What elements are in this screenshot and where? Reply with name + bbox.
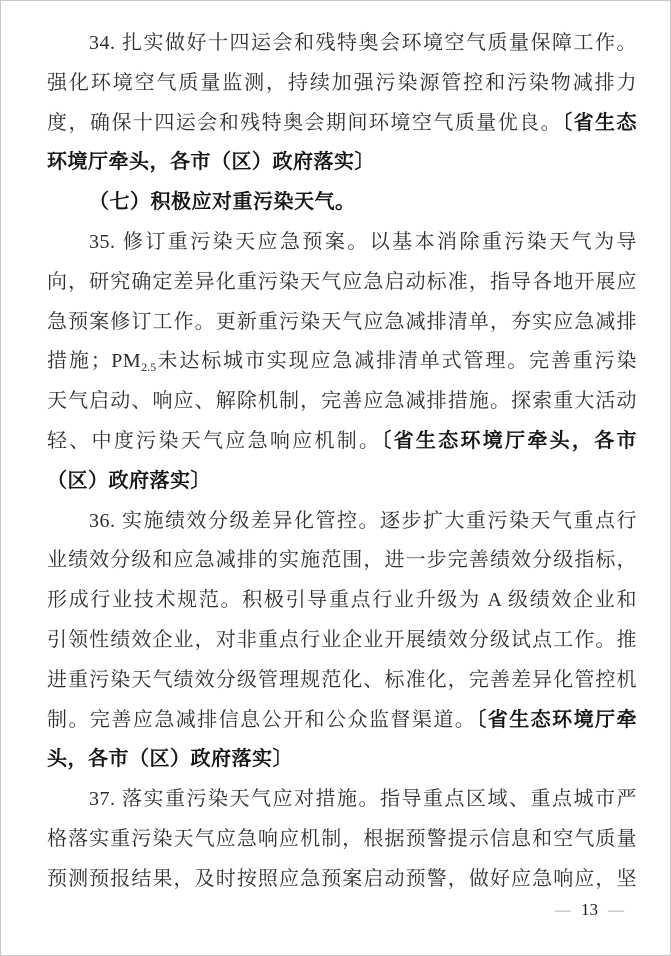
text-line	[47, 581, 637, 621]
attribution-text: 〔省生态环境厅牵	[476, 708, 638, 731]
page-number	[545, 900, 634, 920]
body-text: 格落实重污染天气应急响应机制，根据预警提示信息和空气质量	[47, 827, 637, 850]
body-text: 预测预报结果，及时按照应急预案启动预警，做好应急响应，坚	[47, 867, 637, 890]
text-line	[47, 183, 637, 223]
body-text: 37. 落实重污染天气应对措施。指导重点区域、重点城市严	[89, 788, 637, 811]
body-text: 36. 实施绩效分级差异化管控。逐步扩大重污染天气重点行	[89, 509, 637, 532]
attribution-text: （七）积极应对重污染天气。	[89, 191, 356, 214]
text-line	[47, 104, 637, 144]
document-body	[47, 24, 637, 900]
body-text: 业绩效分级和应急减排的实施范围，进一步完善绩效分级指标，	[47, 549, 637, 572]
text-line	[47, 701, 637, 741]
text-line	[47, 621, 637, 661]
text-line	[47, 502, 637, 542]
subscript-text: 2.5	[141, 360, 157, 375]
text-line	[47, 342, 637, 382]
text-line	[47, 422, 637, 462]
body-text: 措施；PM	[47, 350, 142, 373]
body-text: 向，研究确定差异化重污染天气应急启动标准，指导各地开展应	[47, 270, 637, 293]
body-text: 进重污染天气绩效分级管理规范化、标准化，完善差异化管控机	[47, 668, 637, 691]
attribution-text: 〔省生态环境厅牵头，各市	[381, 429, 638, 452]
text-line	[47, 303, 637, 343]
text-line	[47, 740, 637, 780]
body-text: 形成行业技术规范。积极引导重点行业升级为 A 级绩效企业和	[47, 589, 637, 612]
text-line	[47, 143, 637, 183]
body-text: 急预案修订工作。更新重污染天气应急减排清单，夯实应急减排	[47, 310, 637, 333]
para-36	[47, 502, 637, 781]
text-line	[47, 541, 637, 581]
text-line	[47, 780, 637, 820]
attribution-text: （区）政府落实〕	[47, 469, 211, 492]
attribution-text: 头，各市（区）政府落实〕	[47, 748, 293, 771]
body-text: 强化环境空气质量监测，持续加强污染源管控和污染物减排力	[47, 71, 637, 94]
footer-page-number: 13	[581, 900, 598, 919]
text-line	[47, 820, 637, 860]
para-37	[47, 780, 637, 899]
attribution-text: 环境厅牵头，各市（区）政府落实〕	[47, 151, 375, 174]
body-text: 天气启动、响应、解除机制，完善应急减排措施。探索重大活动	[47, 390, 637, 413]
body-text: 34. 扎实做好十四运会和残特奥会环境空气质量保障工作。	[89, 32, 637, 54]
body-text: 未达标城市实现应急减排清单式管理。完善重污染	[156, 350, 638, 373]
text-line	[47, 263, 637, 303]
footer-left-dash: —	[555, 902, 571, 919]
heading-section-7	[47, 183, 637, 223]
footer-right-dash: —	[608, 902, 624, 919]
para-34	[47, 24, 637, 183]
attribution-text: 〔省生态	[562, 111, 638, 134]
text-line	[47, 462, 637, 502]
body-text: 度，确保十四运会和残特奥会期间环境空气质量优良。	[47, 111, 563, 134]
text-line	[47, 661, 637, 701]
text-line	[47, 24, 637, 64]
body-text: 35. 修订重污染天应急预案。以基本消除重污染天气为导	[89, 230, 637, 253]
text-line	[47, 223, 637, 263]
body-text: 引领性绩效企业，对非重点行业企业开展绩效分级试点工作。推	[47, 628, 637, 651]
text-line	[47, 860, 637, 900]
body-text: 轻、中度污染天气应急响应机制。	[47, 429, 382, 452]
text-line	[47, 64, 637, 104]
para-35	[47, 223, 637, 502]
body-text: 制。完善应急减排信息公开和公众监督渠道。	[47, 708, 477, 731]
text-line	[47, 382, 637, 422]
